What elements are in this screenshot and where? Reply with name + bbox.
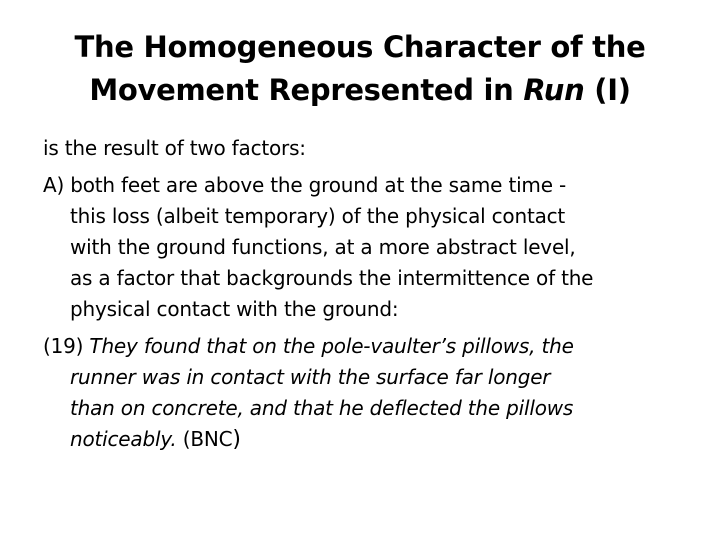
factor-a-paragraph: [43, 170, 693, 325]
example-line-3: [43, 393, 693, 424]
title-line-1: The Homogeneous Character of the: [74, 30, 646, 64]
example-line-4: [43, 424, 693, 455]
example-quote-line-4: noticeably.: [70, 427, 177, 451]
factor-a-line-5: physical contact with the ground:: [70, 297, 399, 321]
example-line-2: [43, 362, 693, 393]
slide-body: [43, 133, 693, 461]
example-source: (BNC: [176, 427, 233, 451]
intro-text: is the result of two factors:: [43, 136, 306, 160]
intro-paragraph: [43, 133, 693, 164]
factor-a-line-4: as a factor that backgrounds the intermittence of the: [70, 266, 594, 290]
factor-a-line-3: with the ground functions, at a more abstract level,: [70, 235, 576, 259]
factor-a-line-1: A) both feet are above the ground at the same time -: [43, 173, 566, 197]
example-source-close: ): [232, 427, 241, 452]
example-paragraph: [43, 331, 693, 455]
example-quote-line-3: than on concrete, and that he deflected the pillows: [70, 396, 574, 420]
example-quote-line-2: runner was in contact with the surface far longer: [70, 365, 551, 389]
title-line-2-suffix: (I): [584, 73, 631, 107]
title-line-2-prefix: Movement Represented in: [89, 73, 524, 107]
factor-a-line-2: this loss (albeit temporary) of the physical contact: [70, 204, 566, 228]
example-quote-line-1: They found that on the pole-vaulter’s pillows, the: [89, 334, 574, 358]
title-line-2: [40, 69, 680, 112]
title-italic-run: Run: [523, 73, 585, 107]
slide-title: [40, 26, 680, 112]
example-number: (19): [43, 334, 90, 358]
example-line-1: [43, 331, 693, 362]
